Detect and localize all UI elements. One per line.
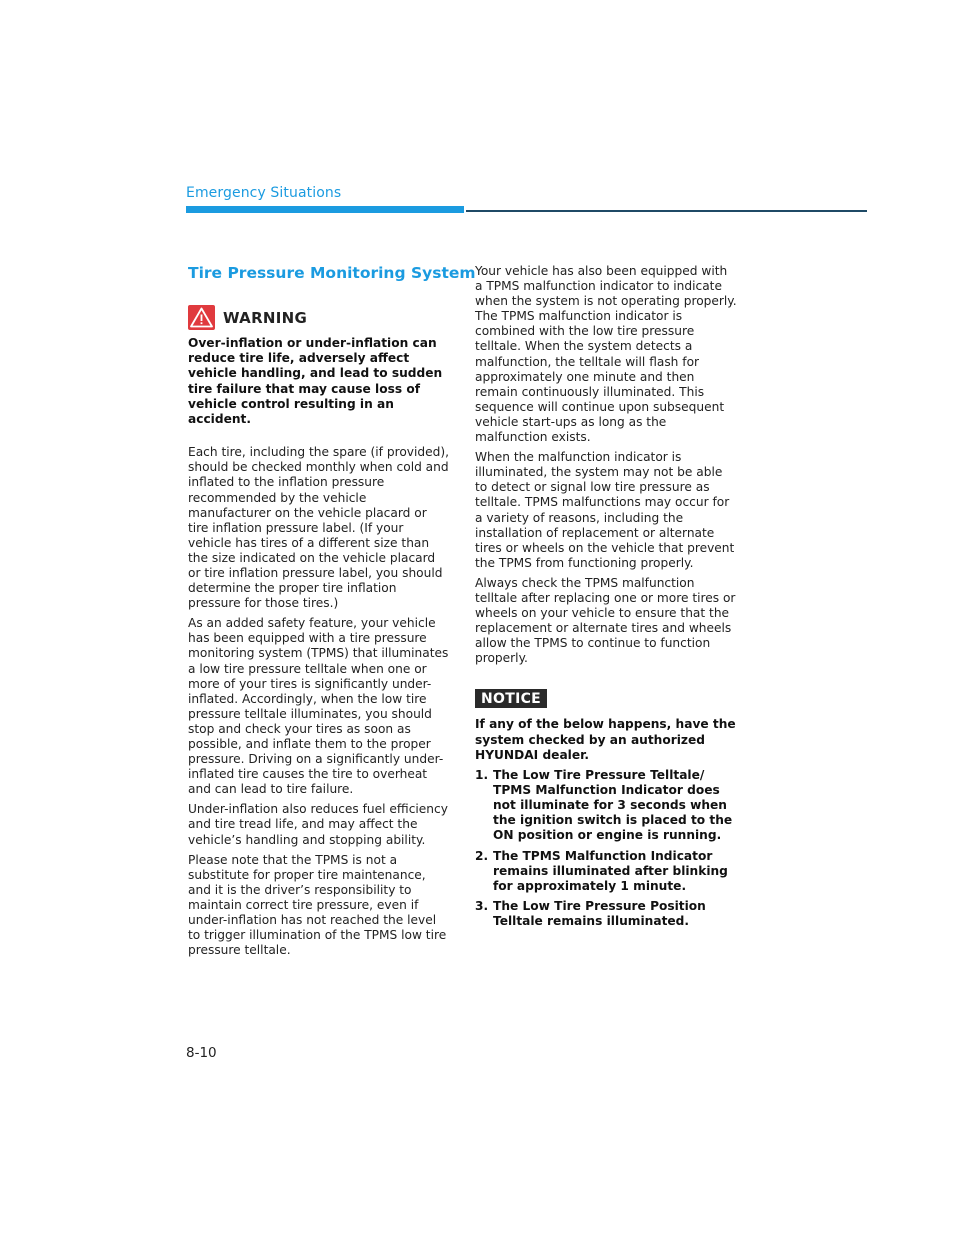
right-column <box>475 264 737 934</box>
notice-item-number: 2. <box>475 848 489 863</box>
left-column <box>188 264 476 963</box>
notice-item <box>475 768 737 843</box>
body-paragraph: Each tire, including the spare (if provided), should be checked monthly when cold and inflated to the inflation pressure recommended by the vehicle manufacturer on the vehicle placard or tire inflation pressure label. (If your vehicle has tires of a different size than the size indicated on the vehicle placard or tire inflation pressure label, you should determine the proper tire inflation pressure for those tires.) <box>188 445 449 611</box>
warning-triangle-icon <box>188 305 215 330</box>
notice-item-number: 3. <box>475 898 489 913</box>
body-paragraph: Your vehicle has also been equipped with a TPMS malfunction indicator to indicate when the system is not operating properly. The TPMS malfunction indicator is combined with the low tire pressure telltale. When the system detects a malfunction, the telltale will flash for approximately one minute and then remain continuously illuminated. This sequence will continue upon subsequent vehicle start-ups as long as the malfunction exists. <box>475 264 737 445</box>
warning-header <box>188 305 450 330</box>
body-paragraph: Please note that the TPMS is not a substitute for proper tire maintenance, and it is the driver’s responsibility to maintain correct tire pressure, even if under-inflation has not reached the level to trigger illumination of the TPMS low tire pressure telltale. <box>188 852 447 958</box>
page-number: 8-10 <box>186 1045 217 1061</box>
notice-item-number: 1. <box>475 768 489 783</box>
notice-badge: NOTICE <box>475 689 547 708</box>
notice-item-text: The Low Tire Pressure Telltale/ TPMS Malfunction Indicator does not illuminate for 3 seconds when the ignition switch is placed to the ON position or engine is running. <box>493 768 733 843</box>
header-section-title: Emergency Situations <box>186 185 342 201</box>
notice-item-text: The TPMS Malfunction Indicator remains illuminated after blinking for approximately 1 minute. <box>493 848 728 893</box>
body-paragraph: As an added safety feature, your vehicle has been equipped with a tire pressure monitoring system (TPMS) that illuminates a low tire pressure telltale when one or more of your tires is significantly under-inflated. Accordingly, when the low tire pressure telltale illuminates, you should stop and check your tires as soon as possible, and inflate them to the proper pressure. Driving on a significantly under-inflated tire causes the tire to overheat and can lead to tire failure. <box>188 616 449 797</box>
header-divider-line <box>466 210 867 212</box>
body-paragraph: Always check the TPMS malfunction telltale after replacing one or more tires or wheels on your vehicle to ensure that the replacement or alternate tires and wheels allow the TPMS to continue to function properly. <box>475 575 736 666</box>
section-title: Tire Pressure Monitoring System <box>188 264 476 282</box>
notice-intro: If any of the below happens, have the system checked by an authorized HYUNDAI dealer. <box>475 717 736 762</box>
notice-item <box>475 849 737 894</box>
notice-box <box>475 671 737 929</box>
warning-text: Over-inflation or under-inflation can reduce tire life, adversely affect vehicle handling, and lead to sudden tire failure that may cause loss of vehicle control resulting in an accident. <box>188 336 443 427</box>
notice-item-text: The Low Tire Pressure Position Telltale remains illuminated. <box>493 898 706 928</box>
notice-list <box>475 768 737 929</box>
body-paragraph: When the malfunction indicator is illuminated, the system may not be able to detect or signal low tire pressure as telltale. TPMS malfunctions may occur for a variety of reasons, including the installation of replacement or alternate tires or wheels on the vehicle that prevent the TPMS from functioning properly. <box>475 450 735 570</box>
body-paragraph: Under-inflation also reduces fuel efficiency and tire tread life, and may affect the vehicle’s handling and stopping ability. <box>188 802 448 847</box>
notice-item <box>475 899 737 929</box>
warning-box <box>188 305 450 427</box>
header-accent-bar <box>186 206 464 213</box>
warning-label: WARNING <box>223 308 308 327</box>
